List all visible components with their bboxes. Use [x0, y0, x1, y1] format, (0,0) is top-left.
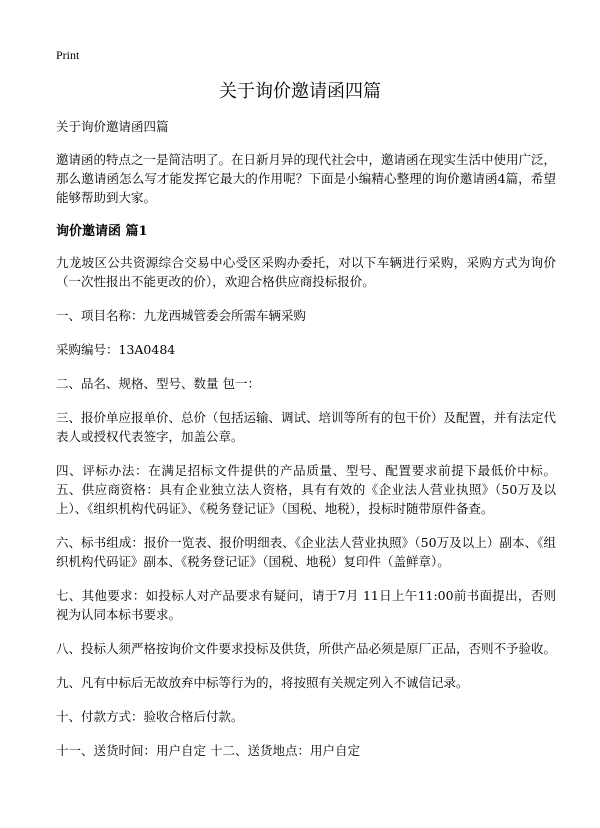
- paragraph-project-name: 一、项目名称：九龙西城管委会所需车辆采购: [56, 308, 307, 323]
- paragraph-procurement-number: 采购编号：13A0484: [56, 342, 176, 357]
- paragraph-purpose: 九龙坡区公共资源综合交易中心受区采购办委托，对以下车辆进行采购，采购方式为询价（一次性报出不能更改的价），欢迎合格供应商投标报价。: [56, 255, 556, 289]
- document-body: [56, 117, 556, 775]
- paragraph-bid-documents: 六、标书组成：报价一览表、报价明细表、《企业法人营业执照》（50万及以上）副本、《组织机构代码证》副本、《税务登记证》（国税、地税）复印件（盖鲜章）。: [56, 535, 556, 569]
- paragraph-supply-requirements: 八、投标人须严格按询价文件要求投标及供货，所供产品必须是原厂正品，否则不予验收。: [56, 641, 557, 656]
- document-title: 关于询价邀请函四篇: [219, 81, 381, 102]
- intro-paragraph: 邀请函的特点之一是简洁明了。在日新月异的现代社会中，邀请函在现实生活中使用广泛，那么邀请函怎么写才能发挥它最大的作用呢？下面是小编精心整理的询价邀请函4篇，希望能够帮助到大家。: [56, 152, 557, 205]
- paragraph-integrity-record: 九、凡有中标后无故放弃中标等行为的，将按照有关规定列入不诚信记录。: [56, 675, 469, 690]
- paragraph-delivery: 十一、送货时间：用户自定 十二、送货地点：用户自定: [56, 743, 360, 758]
- print-label: Print: [56, 48, 80, 62]
- paragraph-payment: 十、付款方式：验收合格后付款。: [56, 709, 244, 724]
- paragraph-evaluation: 四、评标办法：在满足招标文件提供的产品质量、型号、配置要求前提下最低价中标。 五、供应商资格：具有企业独立法人资格，具有有效的《企业法人营业执照》（50万及以上）、《组织机构代码证》、《税务登记证》（国税、地税），投标时随带原件备查。: [56, 463, 556, 516]
- document-subtitle: 关于询价邀请函四篇: [56, 119, 169, 134]
- paragraph-quotation: 三、报价单应报单价、总价（包括运输、调试、培训等所有的包干价）及配置，并有法定代表人或授权代表签字，加盖公章。: [56, 410, 557, 444]
- section-heading: 询价邀请函 篇1: [56, 224, 148, 239]
- paragraph-item-spec: 二、品名、规格、型号、数量 包一：: [56, 376, 260, 391]
- paragraph-other-requirements: 七、其他要求：如投标人对产品要求有疑问，请于7月 11日上午11:00前书面提出，否则视为认同本标书要求。: [56, 588, 556, 622]
